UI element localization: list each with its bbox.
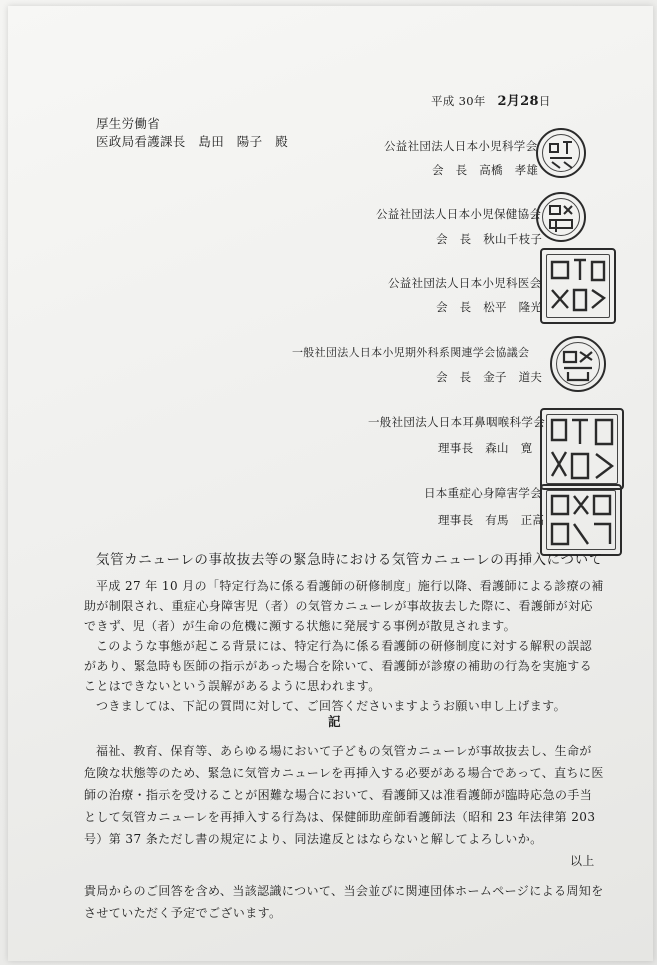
- sender-officer-1: 会 長 高橋 孝雄: [432, 163, 539, 177]
- seal-stamp-2: [536, 192, 586, 242]
- seal-stamp-6: [540, 484, 622, 556]
- seal-stamp-3: [540, 248, 616, 324]
- body-paragraph-1: 平成 27 年 10 月の「特定行為に係る看護師の研修制度」施行以降、看護師による診療の補助が制限され、重症心身障害児（者）の気管カニューレが事故抜去した際に、看護師が対応できず、児（者）が生命の危機に瀕する状態に発展する事例が散見されます。: [84, 579, 604, 633]
- seal-stamp-4: [550, 336, 606, 392]
- sender-officer-4: 会 長 金子 道夫: [436, 370, 543, 384]
- sender-org-5: 一般社団法人日本耳鼻咽喉科学会: [368, 415, 545, 429]
- sender-org-1: 公益社団法人日本小児科学会: [384, 139, 538, 153]
- sender-org-6: 日本重症心身障害学会: [424, 486, 542, 500]
- sender-org-4: 一般社団法人日本小児期外科系関連学会協議会: [292, 346, 530, 359]
- letter-title: 気管カニューレの事故抜去等の緊急時における気管カニューレの再挿入について: [96, 552, 603, 568]
- sender-officer-6: 理事長 有馬 正高: [438, 513, 545, 527]
- addressee-ministry: 厚生労働省: [96, 116, 161, 131]
- closing-paragraph: 貴局からのご回答を含め、当該認識について、当会並びに関連団体ホームページによる周知をさせていただく予定でございます。: [84, 884, 604, 920]
- ijou-mark: 以上: [570, 854, 595, 868]
- sender-org-3: 公益社団法人日本小児科医会: [388, 276, 542, 290]
- body-paragraph-2: このような事態が起こる背景には、特定行為に係る看護師の研修制度に対する解釈の誤認があり、緊急時も医師の指示があった場合を除いて、看護師が診療の補助の行為を実施することはできないという誤解があるように思われます。: [84, 639, 593, 693]
- sender-officer-5: 理事長 森山 寛: [438, 441, 533, 455]
- addressee-dept: 医政局看護課長 島田 陽子 殿: [96, 134, 289, 149]
- sender-officer-2: 会 長 秋山千枝子: [436, 232, 543, 246]
- seal-stamp-1: [536, 128, 586, 178]
- date-line: 平成 30年 2月28日: [431, 94, 551, 109]
- sender-org-2: 公益社団法人日本小児保健協会: [376, 207, 542, 221]
- ki-heading: 記: [328, 714, 341, 729]
- seal-stamp-5: [540, 408, 624, 490]
- sender-officer-3: 会 長 松平 隆光: [436, 300, 543, 314]
- body-paragraph-3: つきましては、下記の質問に対して、ご回答くださいますようお願い申し上げます。: [96, 699, 567, 713]
- question-paragraph: 福祉、教育、保育等、あらゆる場において子どもの気管カニューレが事故抜去し、生命が危険な状態等のため、緊急に気管カニューレを再挿入する必要がある場合であって、直ちに医師の治療・指示を受けることが困難な場合において、看護師又は准看護師が臨時応急の手当として気管カニューレを再挿入する行為は、保健師助産師看護師法（昭和 23 年法律第 203 号）第 37 条ただし書の規定により、同法違反とはならないと解してよろしいか。: [84, 744, 604, 846]
